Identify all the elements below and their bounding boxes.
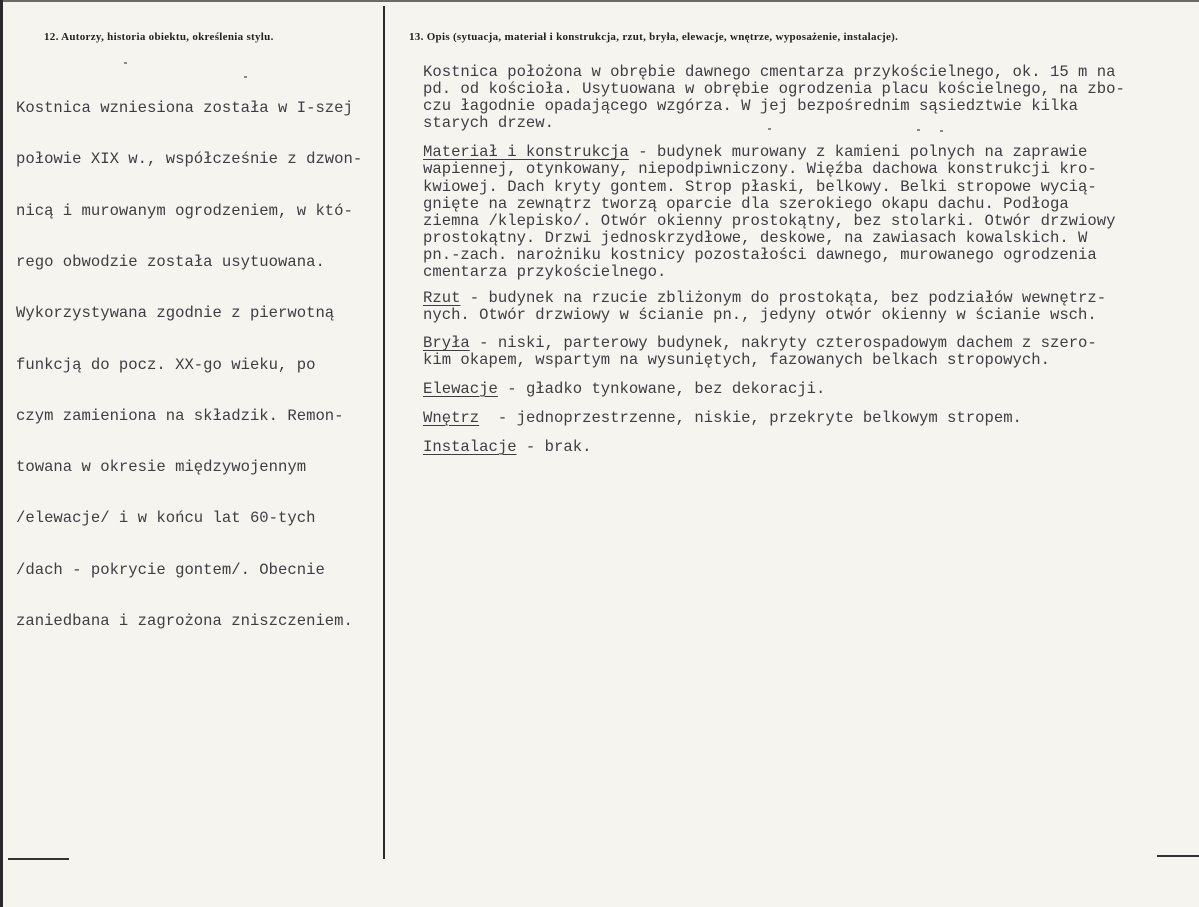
bryla-paragraph [423,335,1193,369]
history-line: towana w okresie międzywojennym [16,458,307,477]
material-line: prostokątny. Drzwi jednoskrzydłowe, deskowe, na zawiasach kowalskich. W [423,228,1088,247]
footer-rule-left [8,858,69,860]
bryla-line: kim okapem, wspartym na wysuniętych, fazowanych belkach stropowych. [423,351,1050,370]
wnetrze-line [423,410,1193,427]
rzut-paragraph [423,290,1193,324]
history-line: nicą i murowanym ogrodzeniem, w któ- [16,201,353,220]
history-line: /dach - pokrycie gontem/. Obecnie [16,560,325,579]
material-line: ziemna /klepisko/. Otwór okienny prostokątny, bez stolarki. Otwór drzwiowy [423,211,1116,230]
wnetrze-paragraph [423,410,1193,427]
wnetrze-label: Wnętrz [423,408,480,427]
history-line: zaniedbana i zagrożona zniszczeniem. [16,612,353,630]
description-text [423,64,1193,456]
bryla-first-text: - niski, parterowy budynek, nakryty czterospadowym dachem z szero- [469,334,1097,353]
material-line: pn.-zach. narożniku kostnicy pozostałości dawnego, murowanego ogrodzenia [423,245,1097,264]
elewacje-paragraph [423,381,1193,398]
material-line: cmentarza przykościelnego. [423,263,667,282]
paper-speck [768,128,771,130]
instalacje-label: Instalacje [423,437,517,456]
section-12-heading: 12. Autorzy, historia obiektu, określenia stylu. [44,31,274,43]
history-line: funkcją do pocz. XX-go wieku, po [16,355,316,374]
instalacje-paragraph [423,439,1193,456]
section-13-heading: 13. Opis (sytuacja, materiał i konstrukcja, rzut, bryła, elewacje, wnętrze, wyposażenie, instalacje). [409,31,899,43]
history-line: rego obwodzie została usytuowana. [16,253,325,272]
history-line: Wykorzystywana zgodnie z pierwotną [16,304,335,323]
elewacje-text: - gładko tynkowane, bez dekoracji. [497,379,826,398]
intro-line: czu łagodnie opadającego wzgórza. W jej bezpośrednim sąsiedztwie kilka [423,97,1079,116]
paper-speck [124,62,127,64]
history-line: Kostnica wzniesiona została w I-szej [16,99,353,118]
material-first-text: - budynek murowany z kamieni polnych na zaprawie [628,143,1088,162]
instalacje-line [423,439,1193,456]
rzut-first-text: - budynek na rzucie zbliżonym do prostokąta, bez podziałów wewnętrz- [460,289,1107,308]
history-line: połowie XIX w., współcześnie z dzwon- [16,150,363,169]
material-label: Materiał i konstrukcja [423,143,629,162]
intro-line: pd. od kościoła. Usytuowana w obrębie ogrodzenia placu kościelnego, na zbo- [423,80,1125,99]
footer-rule-right [1157,855,1199,857]
elewacje-line [423,381,1193,398]
rzut-label: Rzut [423,289,461,308]
history-line: czym zamieniona na składzik. Remon- [16,406,344,425]
wnetrze-text: - jednoprzestrzenne, niskie, przekryte belkowym stropem. [479,408,1022,427]
intro-paragraph [423,64,1193,132]
instalacje-text: - brak. [516,437,592,456]
rzut-first-line [423,290,1193,307]
elewacje-label: Elewacje [423,379,498,398]
intro-line: starych drzew. [423,114,555,133]
material-line: kwiowej. Dach kryty gontem. Strop płaski, belkowy. Belki stropowe wycią- [423,177,1097,196]
material-line: gnięte na zewnątrz tworzą oparcie dla szerokiego okapu dachu. Podłoga [423,194,1069,213]
history-line: /elewacje/ i w końcu lat 60-tych [16,509,316,528]
paper-speck [917,129,920,131]
left-edge-shadow [0,0,3,907]
paper-speck [244,76,247,78]
material-paragraph [423,144,1193,281]
material-first-line [423,144,1193,161]
bryla-first-line [423,335,1193,352]
history-text [16,66,386,664]
top-edge-shadow [0,0,1199,2]
rzut-line: nych. Otwór drzwiowy w ścianie pn., jedyny otwór okienny w ścianie wsch. [423,306,1097,325]
bryla-label: Bryła [423,334,470,353]
material-line: wapiennej, otynkowany, niepodpiwniczony. Więźba dachowa konstrukcji kro- [423,160,1097,179]
intro-line: Kostnica położona w obrębie dawnego cmentarza przykościelnego, ok. 15 m na [423,63,1116,81]
paper-speck [940,130,943,132]
